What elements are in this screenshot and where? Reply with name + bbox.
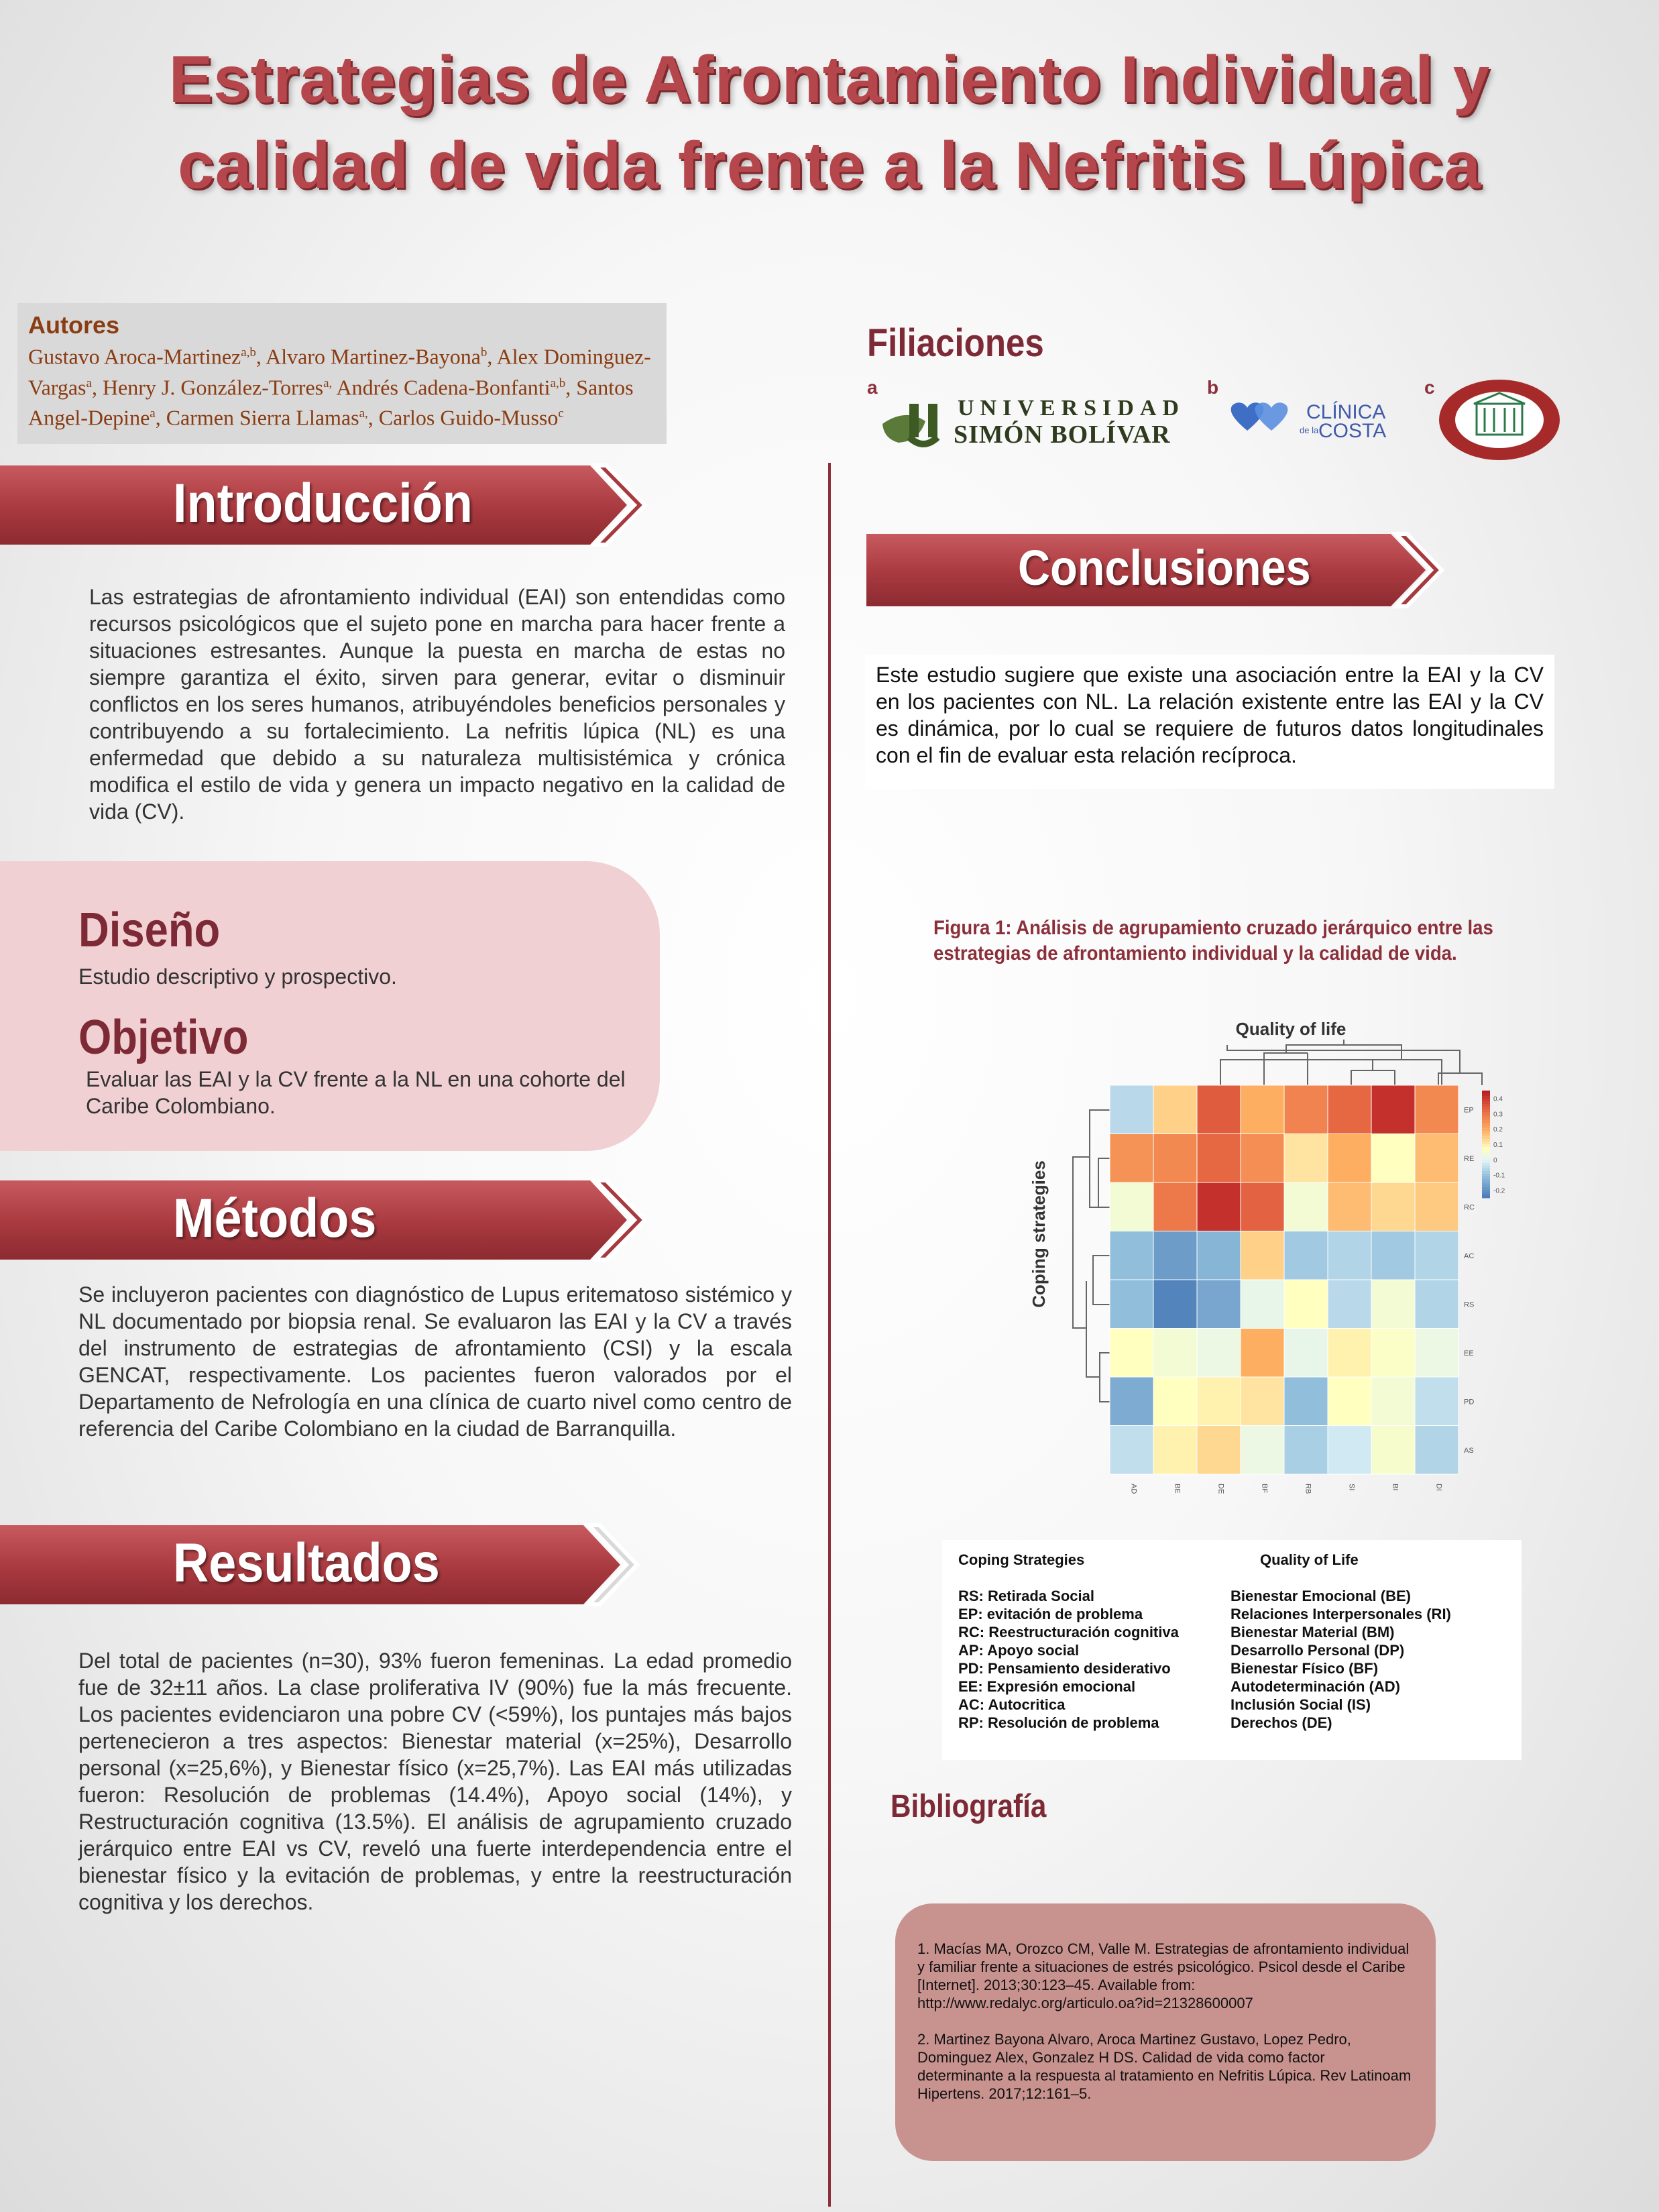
legend-qol-item: Bienestar Emocional (BE): [1231, 1588, 1411, 1604]
heatmap-cell: [1284, 1085, 1328, 1134]
heatmap-cell: [1328, 1426, 1371, 1475]
legend-qol-item: Desarrollo Personal (DP): [1231, 1642, 1405, 1659]
heatmap-cell: [1371, 1280, 1415, 1329]
colorbar-segment: [1482, 1155, 1490, 1158]
colorbar-segment: [1482, 1152, 1490, 1156]
heatmap-title: Quality of life: [1235, 1019, 1347, 1039]
heatmap-cell: [1241, 1085, 1284, 1134]
heatmap-col-label: SI: [1347, 1484, 1356, 1491]
bibliografia-ref: 1. Macías MA, Orozco CM, Valle M. Estrategias de afrontamiento individual y familiar frente a situaciones de estrés psicológico. Psicol desde el Caribe [Internet]. 2013;30:123–45. Available from: http://www.redalyc.org/articulo.oa?id=21328600007: [917, 1940, 1410, 2011]
colorbar-segment: [1482, 1125, 1490, 1129]
poster-title-line1: Estrategias de Afrontamiento Individual y: [168, 42, 1491, 116]
legend-coping-item: EE: Expresión emocional: [958, 1678, 1136, 1695]
heatmap-cells: [1110, 1085, 1458, 1474]
heatmap-col-label: DI: [1434, 1484, 1443, 1491]
heatmap-cell: [1284, 1231, 1328, 1280]
heatmap-cell: [1197, 1329, 1241, 1378]
heatmap-cell: [1284, 1377, 1328, 1426]
heatmap-col-label: AD: [1129, 1484, 1138, 1494]
heatmap-cell: [1284, 1329, 1328, 1378]
heatmap-chart: [1026, 1013, 1536, 1496]
heatmap-cell: [1371, 1426, 1415, 1475]
colorbar-segment: [1482, 1176, 1490, 1180]
authors-heading: Autores: [28, 311, 120, 339]
heatmap-cell: [1415, 1329, 1458, 1378]
legend-coping-item: EP: evitación de problema: [958, 1606, 1143, 1622]
heatmap-cell: [1415, 1085, 1458, 1134]
author-affiliation: b: [480, 345, 488, 360]
colorbar-tick-label: -0.2: [1493, 1187, 1505, 1195]
legend-qol-item: Bienestar Físico (BF): [1231, 1660, 1379, 1677]
colorbar-segment: [1482, 1093, 1490, 1097]
heatmap-cell: [1371, 1085, 1415, 1134]
legend-coping-item: PD: Pensamiento desiderativo: [958, 1660, 1171, 1677]
colorbar-segment: [1482, 1112, 1490, 1115]
heatmap-cell: [1328, 1377, 1371, 1426]
heatmap-cell: [1415, 1134, 1458, 1183]
legend-coping-heading: Coping Strategies: [958, 1551, 1085, 1568]
legend-qol-item: Relaciones Interpersonales (RI): [1231, 1606, 1451, 1622]
heatmap-cell: [1415, 1280, 1458, 1329]
colorbar-segment: [1482, 1166, 1490, 1169]
metodos-text: Se incluyeron pacientes con diagnóstico de Lupus eritematoso sistémico y NL documentado por biopsia renal. Se evaluaron las EAI y la CV a través del instrumento de estrategias de afrontamiento (CSI) y la escala GENCAT, respectivamente. Los pacientes fueron valorados por el Departamento de Nefrología en una clínica de cuarto nivel como centro de referencia del Caribe Colombiano en la ciudad de Barranquilla.: [78, 1282, 792, 1441]
legend-box: [942, 1540, 1522, 1760]
column-dendrogram: [1220, 1040, 1482, 1085]
legend-qol-item: Derechos (DE): [1231, 1714, 1332, 1731]
colorbar-segment: [1482, 1147, 1490, 1150]
legend-qol-heading: Quality of Life: [1260, 1551, 1359, 1568]
colorbar-tick-label: 0.3: [1493, 1111, 1503, 1119]
bibliografia-heading: Bibliografía: [891, 1789, 1047, 1824]
logo-universidad-simon-bolivar: [878, 394, 1185, 449]
heatmap-cell: [1110, 1426, 1153, 1475]
colorbar-tick-label: 0.1: [1493, 1142, 1503, 1149]
heatmap-cell: [1328, 1134, 1371, 1183]
heatmap-row-label: EE: [1464, 1349, 1474, 1358]
heatmap-cell: [1110, 1085, 1153, 1134]
heatmap-col-label: BF: [1260, 1484, 1269, 1494]
heatmap-cell: [1153, 1329, 1197, 1378]
bibliografia-ref: 2. Martinez Bayona Alvaro, Aroca Martinez Gustavo, Lopez Pedro, Dominguez Alex, Gonzalez H DS. Calidad de vida como factor determinante a la respuesta al tratamiento en Nefritis Lúpica. Rev Latinoam Hipertens. 2017;12:161–5.: [917, 2031, 1412, 2102]
objetivo-text: Evaluar las EAI y la CV frente a la NL en una cohorte del Caribe Colombiano.: [86, 1067, 626, 1118]
author-affiliation: c: [558, 406, 564, 421]
author-affiliation: a,b: [550, 376, 566, 390]
colorbar-segment: [1482, 1184, 1490, 1188]
colorbar-segment: [1482, 1139, 1490, 1142]
legend-qol-item: Autodeterminación (AD): [1231, 1678, 1400, 1695]
colorbar-segment: [1482, 1115, 1490, 1118]
heatmap-cell: [1153, 1426, 1197, 1475]
author-name: Henry J. González-Torres: [102, 375, 324, 400]
colorbar-segment: [1482, 1099, 1490, 1102]
heatmap-cell: [1153, 1085, 1197, 1134]
colorbar-segment: [1482, 1120, 1490, 1123]
usb-line1: UNIVERSIDAD: [958, 396, 1185, 421]
heatmap-cell: [1153, 1280, 1197, 1329]
row-dendrogram: [1073, 1110, 1110, 1402]
resultados-text: Del total de pacientes (n=30), 93% fueron femeninas. La edad promedio fue de 32±11 años. La clase proliferativa IV (90%) fue la más frecuente. Los pacientes evidenciaron una pobre CV (<59%), los puntajes más bajos pertenecieron a tres aspectos: Bienestar material (x=25%), Desarrollo personal (x=25,6%), y Bienestar físico (x=25,7%). Las EAI más utilizadas fueron: Resolución de problemas (14.4%), Apoyo social (14%), y Restructuración cognitiva (13.5%). El análisis de agrupamiento cruzado jerárquico entre EAI vs CV, reveló una fuerte interdependencia entre el bienestar físico y la evitación de problemas, y entre la reestructuración cognitiva y los derechos.: [78, 1649, 792, 1914]
heatmap-cell: [1153, 1377, 1197, 1426]
author-affiliation: a,b: [241, 345, 256, 360]
hospital-seal-icon: [1436, 378, 1562, 461]
heatmap-cell: [1110, 1231, 1153, 1280]
usb-line2: SIMÓN BOLÍVAR: [954, 421, 1171, 449]
authors-list: Gustavo Aroca-Martinez$^{a,b}$, Alvaro Martinez-Bayona$^b$, Alex Dominguez-Vargas$^a$, Henry J. González-Torres$^{a,}$ Andrés Cadena-Bonfanti$^{a,b}$, Santos Angel-Depine$^a$, Carmen Sierra Llamas$^{a,}$, Carlos Guido-Musso$^c$: [28, 344, 651, 430]
heatmap-cell: [1328, 1231, 1371, 1280]
heatmap-cell: [1197, 1182, 1241, 1231]
clinica-line2: COSTA: [1318, 420, 1387, 442]
legend-coping-item: AP: Apoyo social: [958, 1642, 1080, 1659]
heatmap-cell: [1241, 1329, 1284, 1378]
colorbar-segment: [1482, 1133, 1490, 1137]
colorbar-segment: [1482, 1187, 1490, 1191]
heatmap-cell: [1328, 1085, 1371, 1134]
colorbar-segment: [1482, 1123, 1490, 1126]
legend-coping-item: RC: Reestructuración cognitiva: [958, 1624, 1179, 1641]
resultados-heading: Resultados: [173, 1533, 440, 1594]
heatmap-cell: [1415, 1377, 1458, 1426]
introduccion-heading: Introducción: [173, 473, 473, 534]
author-name: Gustavo Aroca-Martinez: [28, 344, 241, 369]
heatmap-row-label: RC: [1464, 1203, 1475, 1212]
colorbar-tick-label: 0.2: [1493, 1126, 1503, 1134]
colorbar-segment: [1482, 1144, 1490, 1148]
author-name: Santos Angel-Depine: [28, 375, 634, 430]
diseno-heading: Diseño: [78, 903, 221, 957]
heatmap-row-label: AC: [1464, 1252, 1475, 1260]
colorbar-segment: [1482, 1096, 1490, 1099]
author-affiliation: a,: [359, 406, 368, 421]
author-name: Andrés Cadena-Bonfanti: [336, 375, 551, 400]
metodos-heading: Métodos: [173, 1188, 377, 1249]
legend-coping-item: AC: Autocritica: [958, 1696, 1066, 1713]
heatmap-cell: [1284, 1134, 1328, 1183]
heatmap-row-label: EP: [1464, 1106, 1474, 1115]
colorbar-segment: [1482, 1193, 1490, 1196]
heatmap-col-label: BE: [1173, 1484, 1182, 1494]
conclusiones-text: Este estudio sugiere que existe una asociación entre la EAI y la CV en los pacientes con NL. La relación existente entre las EAI y la CV es dinámica, por lo cual se requiere de futuros datos longitudinales con el fin de evaluar esta relación recíproca.: [876, 663, 1544, 767]
heatmap-cell: [1241, 1134, 1284, 1183]
conclusiones-heading: Conclusiones: [1018, 540, 1311, 596]
colorbar-segment: [1482, 1160, 1490, 1164]
heatmap-cell: [1415, 1426, 1458, 1475]
logo-hospital-seal: [1436, 378, 1562, 465]
heatmap-cell: [1284, 1182, 1328, 1231]
colorbar-segment: [1482, 1109, 1490, 1113]
clinica-small: de la: [1300, 425, 1319, 435]
affiliation-letter-a: a: [867, 377, 878, 398]
heatmap-cell: [1415, 1182, 1458, 1231]
bibliografia-refs: [917, 1940, 1414, 2121]
heatmap-cell: [1284, 1280, 1328, 1329]
heatmap-cell: [1110, 1377, 1153, 1426]
heatmap-cell: [1371, 1329, 1415, 1378]
legend-coping-item: RS: Retirada Social: [958, 1588, 1094, 1604]
heatmap-cell: [1197, 1085, 1241, 1134]
poster-title-line2: calidad de vida frente a la Nefritis Lúpica: [178, 128, 1481, 202]
heatmap-cell: [1197, 1426, 1241, 1475]
colorbar-segment: [1482, 1171, 1490, 1174]
heatmap-cell: [1153, 1231, 1197, 1280]
author-affiliation: a,: [323, 376, 333, 390]
colorbar-segment: [1482, 1179, 1490, 1182]
clinica-line1: CLÍNICA: [1306, 401, 1386, 423]
legend-qol-item: Inclusión Social (IS): [1231, 1696, 1371, 1713]
heatmap-col-label: RB: [1304, 1484, 1312, 1494]
colorbar-tick-label: 0: [1493, 1156, 1497, 1164]
heatmap-ylabel: Coping strategies: [1029, 1160, 1049, 1308]
colorbar-segment: [1482, 1158, 1490, 1161]
heatmap-cell: [1110, 1329, 1153, 1378]
heatmap-cell: [1241, 1231, 1284, 1280]
colorbar-segment: [1482, 1101, 1490, 1105]
heatmap-col-labels: [1130, 1484, 1443, 1494]
heatmap-cell: [1284, 1426, 1328, 1475]
heatmap-row-label: RS: [1464, 1301, 1475, 1309]
colorbar-segment: [1482, 1195, 1490, 1199]
heatmap-cell: [1153, 1182, 1197, 1231]
heatmap-cell: [1241, 1426, 1284, 1475]
heatmap-cell: [1328, 1182, 1371, 1231]
colorbar-segment: [1482, 1168, 1490, 1172]
heatmap-cell: [1371, 1134, 1415, 1183]
author-name: Alex Dominguez-Vargas: [28, 344, 651, 400]
colorbar-segment: [1482, 1128, 1490, 1131]
author-name: Carlos Guido-Musso: [378, 405, 559, 430]
heart-icon: [1219, 396, 1300, 436]
colorbar-segment: [1482, 1174, 1490, 1177]
logo-clinica-costa: [1219, 396, 1387, 443]
colorbar-segment: [1482, 1163, 1490, 1166]
objetivo-heading: Objetivo: [78, 1011, 249, 1064]
heatmap-cell: [1110, 1134, 1153, 1183]
colorbar-tick-label: 0.4: [1493, 1095, 1503, 1103]
heatmap-row-label: PD: [1464, 1398, 1475, 1406]
heatmap-row-labels: [1464, 1106, 1475, 1455]
colorbar-segment: [1482, 1117, 1490, 1121]
colorbar-segment: [1482, 1142, 1490, 1145]
heatmap-row-label: RE: [1464, 1154, 1475, 1163]
heatmap-cell: [1328, 1280, 1371, 1329]
affiliation-letter-b: b: [1207, 377, 1219, 398]
colorbar-segment: [1482, 1131, 1490, 1134]
heatmap-cell: [1415, 1231, 1458, 1280]
column-divider: [828, 463, 831, 2207]
heatmap-cell: [1371, 1377, 1415, 1426]
author-name: Alvaro Martinez-Bayona: [266, 344, 481, 369]
affiliation-letter-c: c: [1424, 377, 1435, 398]
colorbar-segment: [1482, 1104, 1490, 1107]
heatmap-cell: [1110, 1280, 1153, 1329]
heatmap-cell: [1328, 1329, 1371, 1378]
colorbar-segment: [1482, 1107, 1490, 1110]
author-affiliation: a: [86, 376, 92, 390]
author-name: Carmen Sierra Llamas: [166, 405, 359, 430]
heatmap-cell: [1241, 1182, 1284, 1231]
heatmap-cell: [1371, 1231, 1415, 1280]
figure-caption: Figura 1: Análisis de agrupamiento cruzado jerárquico entre las estrategias de afrontamiento individual y la calidad de vida.: [933, 917, 1493, 964]
colorbar-segment: [1482, 1091, 1490, 1094]
colorbar-segment: [1482, 1136, 1490, 1140]
legend-qol-column: [1231, 1551, 1451, 1732]
heatmap-col-label: BI: [1391, 1484, 1399, 1491]
heatmap-cell: [1241, 1280, 1284, 1329]
heatmap-cell: [1110, 1182, 1153, 1231]
heatmap-col-label: DE: [1216, 1484, 1225, 1494]
legend-coping-column: [958, 1551, 1179, 1732]
colorbar-segment: [1482, 1182, 1490, 1185]
heatmap-cell: [1197, 1280, 1241, 1329]
colorbar-segment: [1482, 1150, 1490, 1153]
diseno-text: Estudio descriptivo y prospectivo.: [78, 964, 397, 989]
legend-qol-item: Bienestar Material (BM): [1231, 1624, 1395, 1641]
colorbar-tick-label: -0.1: [1493, 1172, 1505, 1180]
legend-coping-item: RP: Resolución de problema: [958, 1714, 1159, 1731]
heatmap-cell: [1197, 1134, 1241, 1183]
introduccion-text: Las estrategias de afrontamiento individual (EAI) son entendidas como recursos psicológicos que el sujeto pone en marcha para hacer frente a situaciones estresantes. Aunque la puesta en marcha de estas no siempre garantiza el éxito, sirven para generar, evitar o disminuir conflictos en los seres humanos, atribuyéndoles beneficios personales y contribuyendo a su fortalecimiento. La nefritis lúpica (NL) es una enfermedad que debido a su naturaleza multisistémica y crónica modifica el estilo de vida y genera un impacto negativo en la calidad de vida (CV).: [89, 585, 785, 824]
heatmap-cell: [1197, 1377, 1241, 1426]
heatmap-colorbar: [1482, 1091, 1505, 1199]
author-affiliation: a: [150, 406, 156, 421]
heatmap-cell: [1371, 1182, 1415, 1231]
heatmap-cell: [1153, 1134, 1197, 1183]
heatmap-cell: [1241, 1377, 1284, 1426]
affiliations-heading: Filiaciones: [867, 321, 1044, 365]
heatmap-row-label: AS: [1464, 1446, 1474, 1455]
authors-box: [17, 303, 667, 444]
colorbar-segment: [1482, 1190, 1490, 1193]
heatmap-cell: [1197, 1231, 1241, 1280]
